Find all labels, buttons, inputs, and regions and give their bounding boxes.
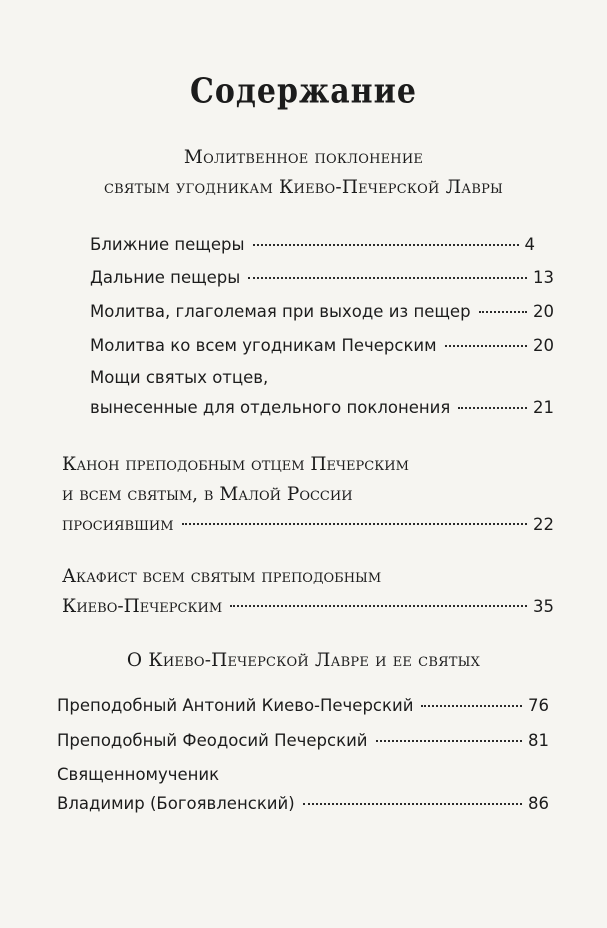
toc-entry-moschi[interactable] xyxy=(90,394,554,422)
toc-entry-dalnie[interactable] xyxy=(90,264,554,292)
toc-entry-label: Киево-Печерским xyxy=(62,596,223,617)
section1-heading-line1: Молитвенное поклонение xyxy=(183,147,424,168)
toc-entry-label: Преподобный Феодосий Печерский xyxy=(57,731,368,750)
leader-dots xyxy=(230,605,527,607)
toc-entry-label: Ближние пещеры xyxy=(90,235,245,254)
toc-entry-label: Владимир (Богоявленский) xyxy=(57,794,295,813)
toc-entry-vladimir-line1: Священномученик xyxy=(57,765,220,784)
leader-dots xyxy=(376,740,522,742)
section3-line1: Акафист всем святым преподобным xyxy=(62,566,382,587)
leader-dots xyxy=(182,523,527,525)
toc-entry-akafist[interactable] xyxy=(62,592,554,622)
toc-page-number: 35 xyxy=(533,597,554,616)
toc-entry-label: Молитва, глаголемая при выходе из пещер xyxy=(90,302,471,321)
toc-page-number: 81 xyxy=(528,731,549,750)
toc-entry-molitva-ugodnikam[interactable] xyxy=(90,332,554,360)
leader-dots xyxy=(303,803,522,805)
toc-entry-molitva-vyhod[interactable] xyxy=(90,298,554,326)
leader-dots xyxy=(248,277,527,279)
toc-entry-vladimir[interactable] xyxy=(57,790,549,818)
toc-entry-label: Молитва ко всем угодникам Печерским xyxy=(90,336,437,355)
leader-dots xyxy=(421,705,522,707)
toc-page-number: 4 xyxy=(524,235,535,254)
toc-page-number: 20 xyxy=(533,336,554,355)
toc-page-number: 22 xyxy=(533,515,554,534)
toc-entry-label: Дальние пещеры xyxy=(90,268,241,287)
section1-heading-line2: святым угодникам Киево-Печерской Лавры xyxy=(103,177,504,198)
toc-entry-feodosiy[interactable] xyxy=(57,727,549,755)
leader-dots xyxy=(479,311,527,313)
section2-line1: Канон преподобным отцем Печерским xyxy=(62,454,409,475)
leader-dots xyxy=(253,244,519,246)
toc-page-number: 20 xyxy=(533,302,554,321)
leader-dots xyxy=(445,345,527,347)
bleed-through-shadow xyxy=(591,88,607,158)
toc-entry-kanon[interactable] xyxy=(62,510,554,540)
toc-page-number: 13 xyxy=(533,268,554,287)
toc-page-number: 21 xyxy=(533,398,554,417)
section4-heading: О Киево-Печерской Лавре и ее святых xyxy=(126,650,481,671)
leader-dots xyxy=(458,407,527,409)
toc-entry-label: вынесенные для отдельного поклонения xyxy=(90,398,451,417)
section1-heading xyxy=(0,143,607,203)
toc-entry-antoniy[interactable] xyxy=(57,692,549,720)
section2-line2: и всем святым, в Малой России xyxy=(62,484,353,505)
toc-entry-moschi-line1: Мощи святых отцев, xyxy=(90,368,269,387)
toc-entry-label: просиявшим xyxy=(62,514,174,535)
toc-page-number: 76 xyxy=(528,696,549,715)
toc-entry-blizhnie[interactable] xyxy=(90,231,535,259)
toc-page-number: 86 xyxy=(528,794,549,813)
page-title: Содержание xyxy=(190,71,417,112)
toc-entry-label: Преподобный Антоний Киево-Печерский xyxy=(57,696,414,715)
